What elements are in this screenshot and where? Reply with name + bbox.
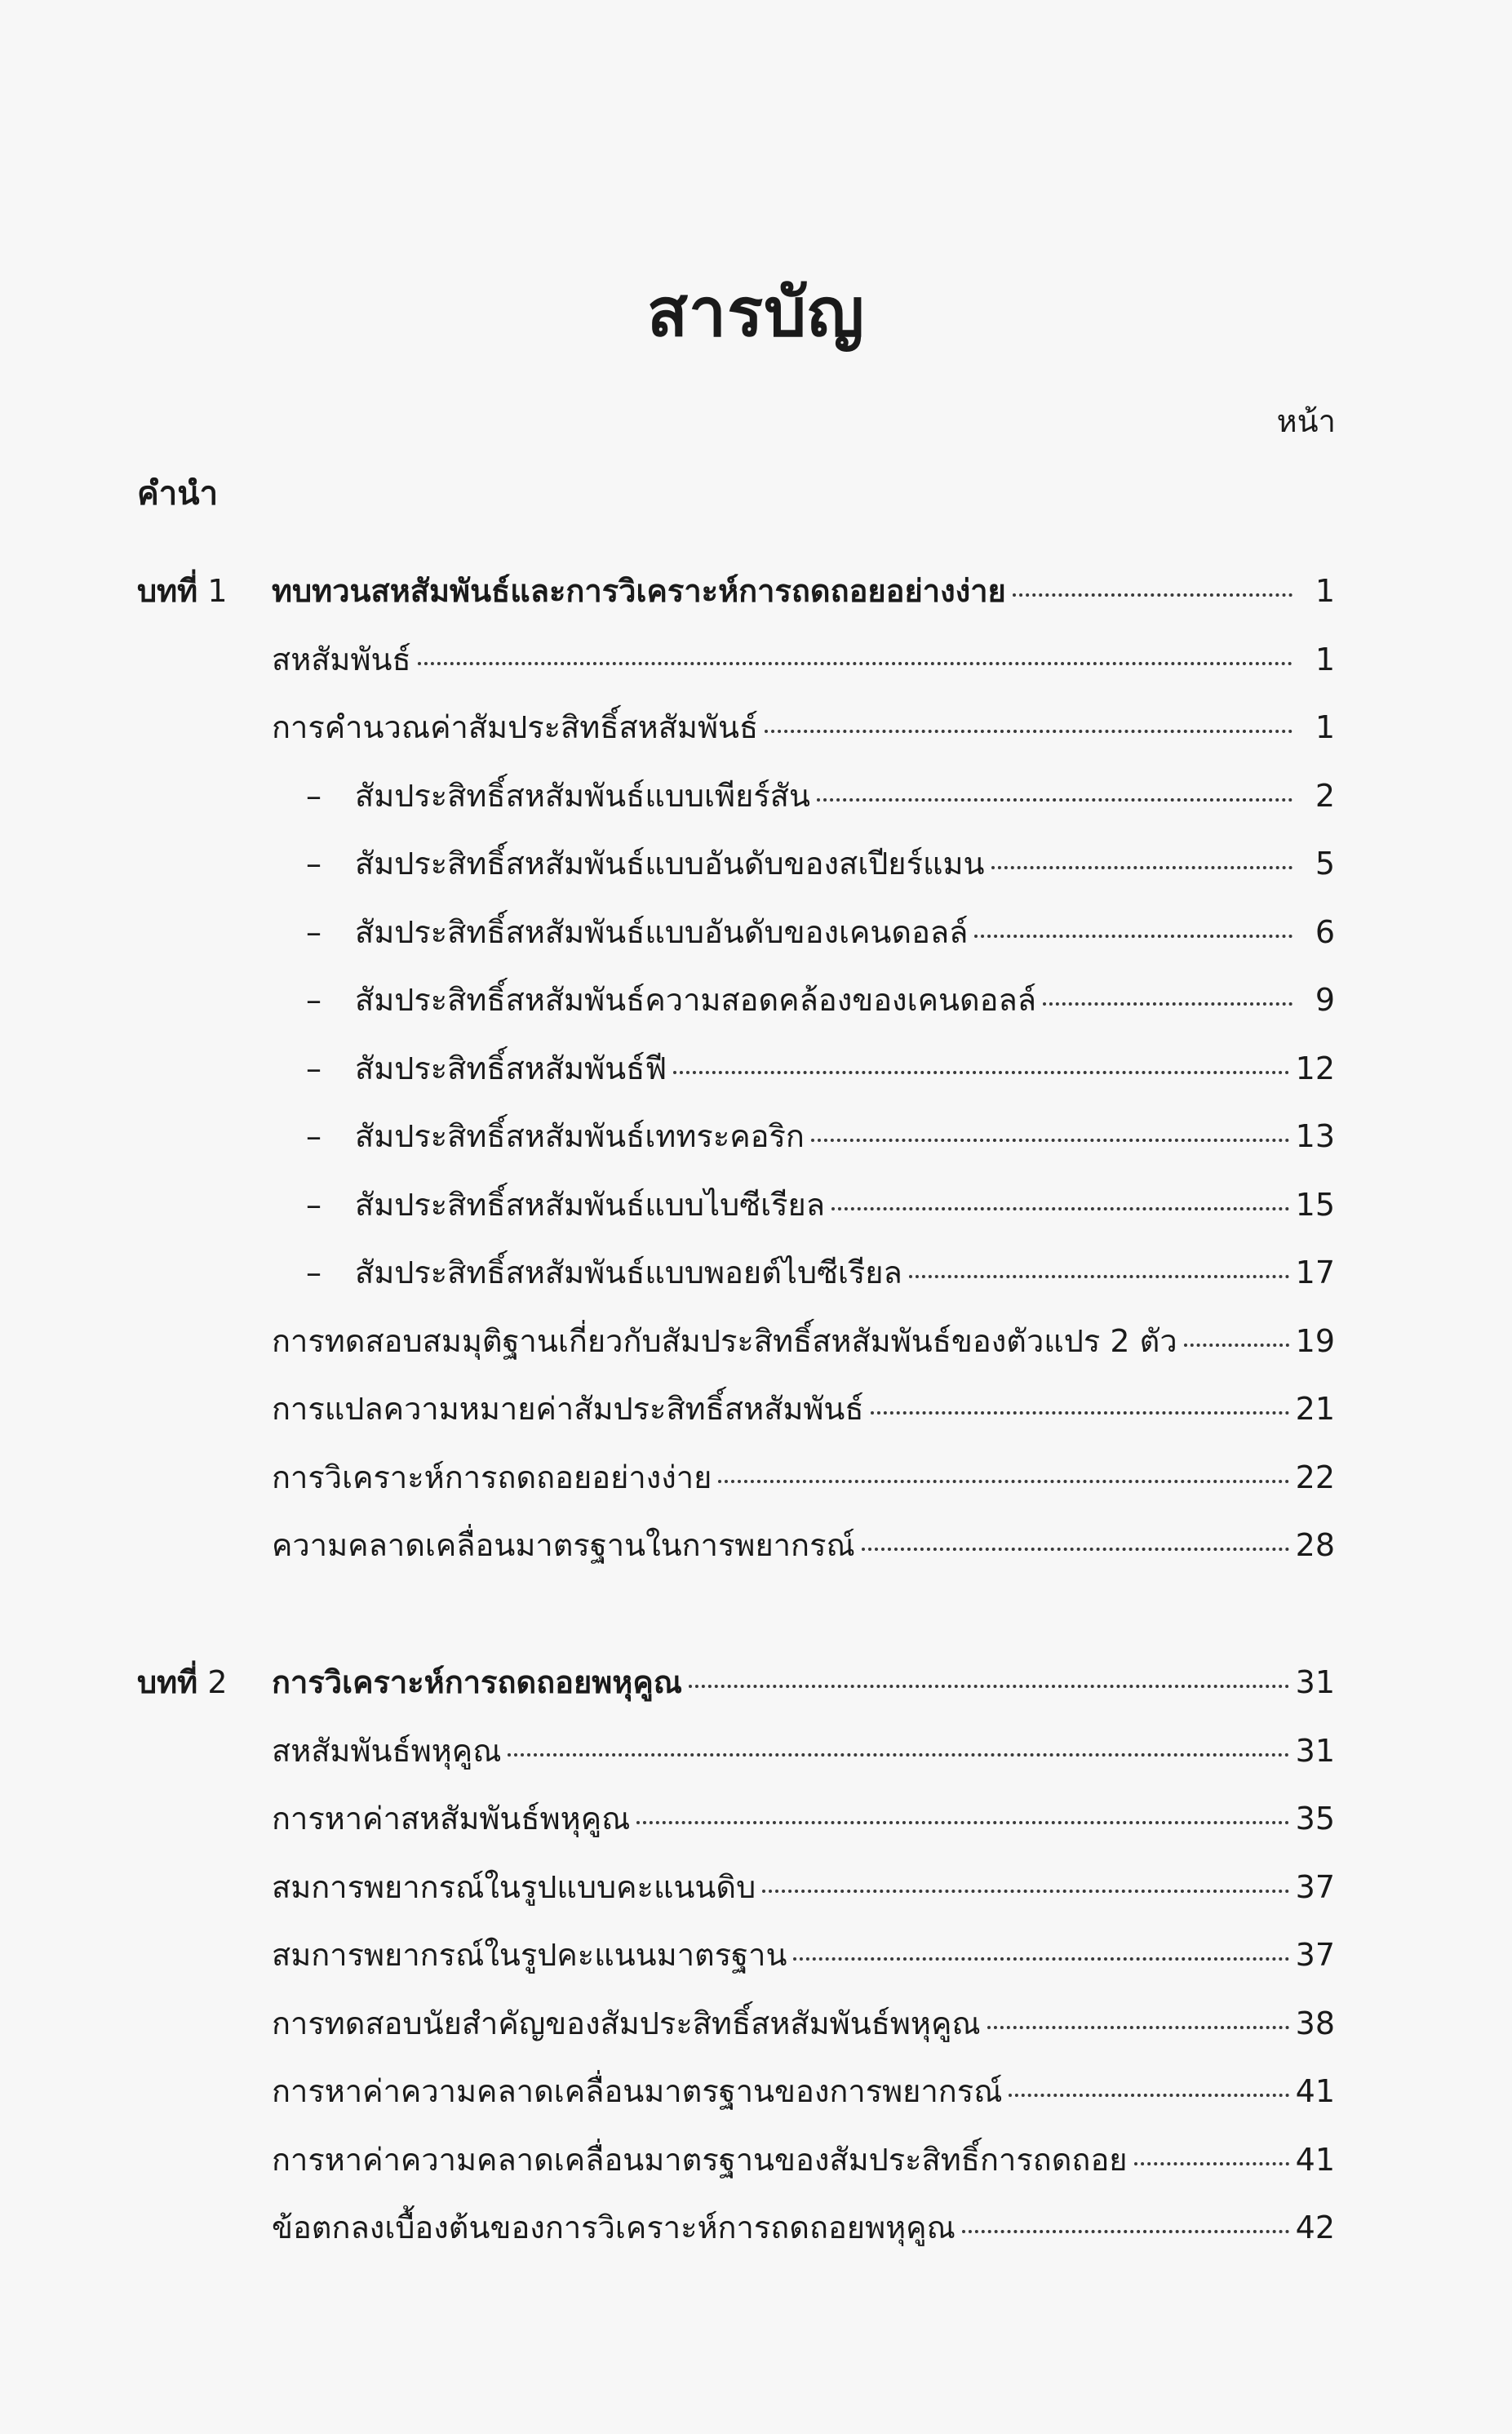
entry-title: การหาค่าความคลาดเคลื่อนมาตรฐานของสัมประสิทธิ์การถดถอย bbox=[272, 2141, 1128, 2178]
page-number: 2 bbox=[1315, 777, 1335, 814]
dash-bullet: – bbox=[306, 1118, 321, 1154]
toc-entry[interactable] bbox=[137, 1384, 1335, 1452]
chapter-number: 1 bbox=[207, 573, 228, 609]
page-number: 19 bbox=[1295, 1322, 1335, 1359]
page-number: 5 bbox=[1315, 846, 1335, 882]
toc-subentry[interactable] bbox=[137, 771, 1335, 839]
entry-title: การหาค่าความคลาดเคลื่อนมาตรฐานของการพยากรณ์ bbox=[272, 2073, 1003, 2109]
dot-leader bbox=[974, 928, 1293, 938]
dash-bullet: – bbox=[306, 1050, 321, 1086]
page-number: 13 bbox=[1295, 1118, 1335, 1154]
page-number: 28 bbox=[1295, 1527, 1335, 1563]
dash-bullet: – bbox=[306, 982, 321, 1018]
dot-leader bbox=[793, 1951, 1288, 1961]
page-number: 31 bbox=[1295, 1664, 1335, 1700]
dot-leader bbox=[831, 1201, 1289, 1210]
toc-subentry[interactable] bbox=[137, 1043, 1335, 1112]
dash-bullet: – bbox=[306, 1255, 321, 1290]
dot-leader bbox=[673, 1064, 1288, 1074]
page-column-header: หน้า bbox=[1276, 403, 1336, 439]
entry-title: สัมประสิทธิ์สหสัมพันธ์แบบอันดับของเคนดอลล์ bbox=[355, 913, 969, 950]
dot-leader bbox=[1013, 587, 1293, 597]
entry-title: การวิเคราะห์การถดถอยอย่างง่าย bbox=[272, 1459, 712, 1495]
toc-entry[interactable] bbox=[137, 1726, 1335, 1794]
page-number: 15 bbox=[1295, 1186, 1335, 1223]
chapter-title: ทบทวนสหสัมพันธ์และการวิเคราะห์การถดถอยอย่างง่าย bbox=[272, 573, 1006, 609]
toc-entry[interactable] bbox=[137, 1998, 1335, 2067]
dash-bullet: – bbox=[306, 913, 321, 950]
dot-leader bbox=[909, 1268, 1289, 1278]
chapter-number: 2 bbox=[207, 1664, 228, 1700]
dot-leader bbox=[817, 792, 1293, 802]
chapter-heading-row[interactable] bbox=[137, 566, 1335, 634]
chapter-word: บทที่ bbox=[137, 1664, 198, 1700]
chapter-word: บทที่ bbox=[137, 573, 198, 609]
toc-entry[interactable] bbox=[137, 634, 1335, 703]
dash-bullet: – bbox=[306, 1186, 321, 1223]
chapter-1-section bbox=[137, 566, 1335, 1588]
dot-leader bbox=[636, 1814, 1288, 1824]
chapter-label bbox=[137, 566, 272, 615]
chapter-2-section bbox=[137, 1657, 1335, 2271]
page-number: 41 bbox=[1295, 2073, 1335, 2109]
entry-title: สมการพยากรณ์ในรูปแบบคะแนนดิบ bbox=[272, 1868, 756, 1905]
entry-title: สัมประสิทธิ์สหสัมพันธ์แบบพอยต์ไบซีเรียล bbox=[355, 1255, 902, 1290]
dot-leader bbox=[1134, 2156, 1289, 2165]
page-number: 6 bbox=[1315, 913, 1335, 950]
dash-bullet: – bbox=[306, 846, 321, 882]
preface-heading: คำนำ bbox=[137, 475, 219, 513]
page-title: สารบัญ bbox=[646, 274, 866, 352]
toc-subentry[interactable] bbox=[137, 975, 1335, 1043]
page-number: 12 bbox=[1295, 1050, 1335, 1086]
chapter-title: การวิเคราะห์การถดถอยพหุคูณ bbox=[272, 1664, 683, 1700]
toc-entry[interactable] bbox=[137, 1316, 1335, 1384]
dot-leader bbox=[991, 859, 1293, 869]
toc-entry[interactable] bbox=[137, 1520, 1335, 1588]
page-number: 37 bbox=[1295, 1868, 1335, 1905]
toc-entry[interactable] bbox=[137, 2202, 1335, 2271]
entry-title: สหสัมพันธ์ bbox=[272, 641, 411, 677]
page-number: 9 bbox=[1315, 982, 1335, 1018]
entry-title: การหาค่าสหสัมพันธ์พหุคูณ bbox=[272, 1801, 631, 1837]
toc-entry[interactable] bbox=[137, 1452, 1335, 1521]
dot-leader bbox=[762, 1883, 1288, 1893]
toc-subentry[interactable] bbox=[137, 1111, 1335, 1179]
page-number: 1 bbox=[1315, 641, 1335, 677]
entry-title: สมการพยากรณ์ในรูปคะแนนมาตรฐาน bbox=[272, 1937, 787, 1973]
dot-leader bbox=[508, 1747, 1288, 1757]
toc-subentry[interactable] bbox=[137, 907, 1335, 975]
entry-title: สัมประสิทธิ์สหสัมพันธ์ความสอดคล้องของเคนดอลล์ bbox=[355, 982, 1037, 1018]
toc-subentry[interactable] bbox=[137, 1247, 1335, 1316]
page-number: 17 bbox=[1295, 1255, 1335, 1290]
dot-leader bbox=[1009, 2087, 1288, 2097]
entry-title: สัมประสิทธิ์สหสัมพันธ์แบบอันดับของสเปียร์แมน bbox=[355, 846, 985, 882]
page-number: 37 bbox=[1295, 1937, 1335, 1973]
page-number: 1 bbox=[1315, 573, 1335, 609]
chapter-heading-row[interactable] bbox=[137, 1657, 1335, 1726]
toc-entry[interactable] bbox=[137, 1793, 1335, 1862]
toc-entry[interactable] bbox=[137, 1862, 1335, 1930]
entry-title: ความคลาดเคลื่อนมาตรฐานในการพยากรณ์ bbox=[272, 1527, 855, 1563]
dot-leader bbox=[987, 2019, 1289, 2029]
entry-title: สหสัมพันธ์พหุคูณ bbox=[272, 1732, 502, 1769]
entry-title: ข้อตกลงเบื้องต้นของการวิเคราะห์การถดถอยพหุคูณ bbox=[272, 2210, 956, 2245]
dot-leader bbox=[718, 1473, 1288, 1483]
dot-leader bbox=[765, 723, 1293, 733]
dot-leader bbox=[689, 1678, 1289, 1688]
dot-leader bbox=[811, 1132, 1289, 1142]
page-number: 22 bbox=[1295, 1459, 1335, 1495]
page-number: 1 bbox=[1315, 709, 1335, 745]
toc-entry[interactable] bbox=[137, 2134, 1335, 2203]
page-number: 38 bbox=[1295, 2005, 1335, 2041]
page-number: 41 bbox=[1295, 2141, 1335, 2178]
dot-leader bbox=[962, 2223, 1289, 2233]
toc-subentry[interactable] bbox=[137, 838, 1335, 907]
chapter-label bbox=[137, 1657, 272, 1707]
page-number: 42 bbox=[1295, 2210, 1335, 2245]
entry-title: การทดสอบนัยสำคัญของสัมประสิทธิ์สหสัมพันธ์พหุคูณ bbox=[272, 2005, 981, 2041]
dot-leader bbox=[871, 1405, 1289, 1415]
dot-leader bbox=[862, 1541, 1289, 1551]
toc-entry[interactable] bbox=[137, 2066, 1335, 2134]
toc-entry[interactable] bbox=[137, 1930, 1335, 1998]
entry-title: สัมประสิทธิ์สหสัมพันธ์ฟี bbox=[355, 1050, 667, 1086]
entry-title: สัมประสิทธิ์สหสัมพันธ์เททระคอริก bbox=[355, 1118, 805, 1154]
page-number: 35 bbox=[1295, 1801, 1335, 1837]
dot-leader bbox=[418, 655, 1293, 665]
page-number: 21 bbox=[1295, 1391, 1335, 1427]
entry-title: การคำนวณค่าสัมประสิทธิ์สหสัมพันธ์ bbox=[272, 709, 759, 745]
toc-subentry[interactable] bbox=[137, 1179, 1335, 1248]
entry-title: สัมประสิทธิ์สหสัมพันธ์แบบเพียร์สัน bbox=[355, 777, 810, 814]
entry-title: การแปลความหมายค่าสัมประสิทธิ์สหสัมพันธ์ bbox=[272, 1391, 864, 1427]
dot-leader bbox=[1043, 996, 1293, 1006]
dash-bullet: – bbox=[306, 777, 321, 814]
dot-leader bbox=[1184, 1337, 1289, 1347]
toc-entry[interactable] bbox=[137, 702, 1335, 771]
entry-title: สัมประสิทธิ์สหสัมพันธ์แบบไบซีเรียล bbox=[355, 1186, 826, 1223]
entry-title: การทดสอบสมมุติฐานเกี่ยวกับสัมประสิทธิ์สหสัมพันธ์ของตัวแปร 2 ตัว bbox=[272, 1322, 1177, 1359]
page-number: 31 bbox=[1295, 1732, 1335, 1769]
